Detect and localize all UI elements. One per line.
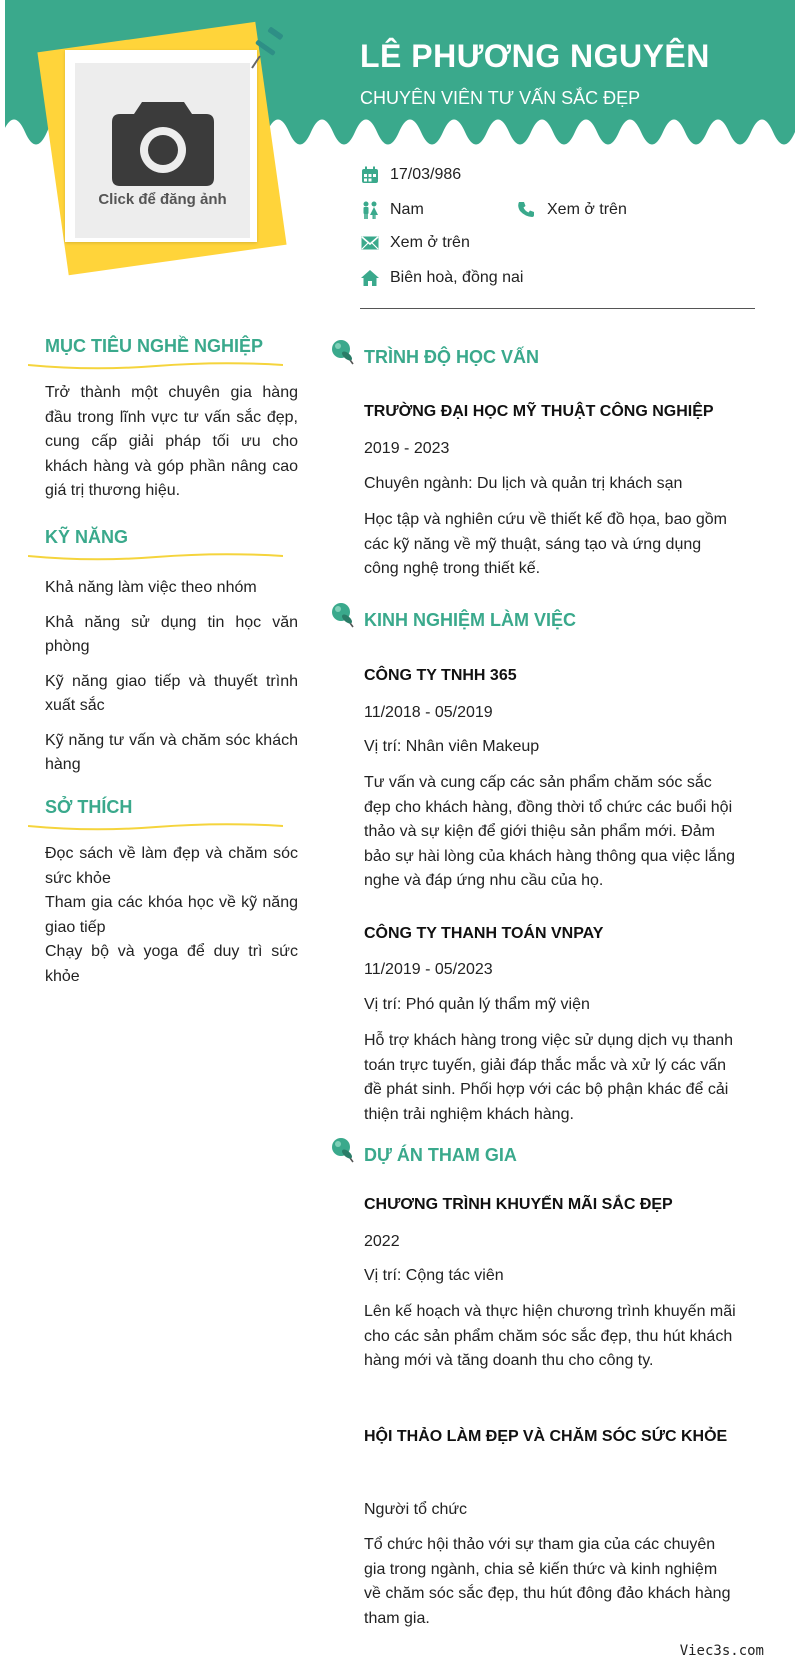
address-value: Biên hoà, đồng nai — [390, 269, 524, 286]
education-description: Học tập và nghiên cứu về thiết kế đồ họa, bao gồm các kỹ năng về mỹ thuật, sáng tạo và ứng dụng công nghệ trong thiết kế. — [364, 511, 727, 577]
photo-frame — [65, 50, 257, 242]
email-value: Xem ở trên — [390, 234, 470, 251]
contact-divider — [360, 308, 755, 309]
pushpin-icon — [248, 24, 288, 70]
job-period: 11/2019 - 05/2023 — [364, 961, 493, 978]
calendar-icon — [361, 166, 379, 184]
phone-value: Xem ở trên — [547, 201, 627, 218]
birthday-value: 17/03/986 — [390, 166, 462, 183]
list-item: Chạy bộ và yoga để duy trì sức khỏe — [45, 943, 298, 985]
list-item: Đọc sách về làm đẹp và chăm sóc sức khỏe — [45, 845, 298, 887]
contact-address — [360, 268, 523, 288]
job-description: Tư vấn và cung cấp các sản phẩm chăm sóc sắc đẹp cho khách hàng, đồng thời tổ chức các buổi hội thảo và sự kiện để giới thiệu sản phẩm mới. Đảm bảo sự hài lòng của khách hàng thông qua việc lắng nghe và đáp ứng nhu cầu của họ. — [364, 774, 735, 889]
home-icon — [361, 270, 379, 286]
skills-heading: KỸ NĂNG — [45, 527, 129, 547]
heading-underline — [28, 552, 283, 562]
watermark: Viec3s.com — [679, 1643, 764, 1659]
list-item: Khả năng sử dụng tin học văn phòng — [45, 613, 298, 655]
heading-underline — [28, 822, 283, 832]
education-period: 2019 - 2023 — [364, 440, 450, 457]
job-period: 11/2018 - 05/2019 — [364, 704, 493, 721]
list-item: Kỹ năng giao tiếp và thuyết trình xuất sắc — [45, 672, 298, 714]
education-major: Chuyên ngành: Du lịch và quản trị khách sạn — [364, 475, 683, 492]
contact-email — [360, 233, 470, 253]
contact-birthday — [360, 165, 461, 185]
candidate-name: LÊ PHƯƠNG NGUYÊN — [360, 38, 710, 74]
project-name: HỘI THẢO LÀM ĐẸP VÀ CHĂM SÓC SỨC KHỎE — [364, 1428, 728, 1445]
project-name: CHƯƠNG TRÌNH KHUYẾN MÃI SẮC ĐẸP — [364, 1196, 673, 1213]
camera-icon — [112, 98, 214, 188]
contact-gender — [360, 200, 424, 220]
project-description: Tổ chức hội thảo với sự tham gia của các chuyên gia trong ngành, chia sẻ kiến thức và kinh nghiệm về chăm sóc sắc đẹp, thu hút đông đảo khách hàng tham gia. — [364, 1536, 731, 1627]
project-year: 2022 — [364, 1233, 400, 1250]
job-company: CÔNG TY THANH TOÁN VNPAY — [364, 925, 604, 942]
list-item: Kỹ năng tư vấn và chăm sóc khách hàng — [45, 731, 298, 773]
job-company: CÔNG TY TNHH 365 — [364, 667, 517, 684]
objective-heading: MỤC TIÊU NGHỀ NGHIỆP — [45, 336, 264, 356]
phone-icon — [518, 201, 536, 219]
project-role: Người tổ chức — [364, 1501, 468, 1518]
project-description: Lên kế hoạch và thực hiện chương trình khuyến mãi cho các sản phẩm chăm sóc sắc đẹp, thu hút khách hàng mới và tăng doanh thu cho công ty. — [364, 1303, 736, 1369]
experience-heading: KINH NGHIỆM LÀM VIỆC — [364, 610, 577, 630]
pushpin-icon — [330, 601, 356, 629]
education-heading: TRÌNH ĐỘ HỌC VẤN — [364, 347, 539, 367]
hobbies-list — [45, 842, 298, 989]
list-item: Tham gia các khóa học về kỹ năng giao tiếp — [45, 894, 298, 936]
job-position: Vị trí: Nhân viên Makeup — [364, 738, 540, 755]
heading-underline — [28, 361, 283, 371]
pushpin-icon — [330, 338, 356, 366]
job-title: CHUYÊN VIÊN TƯ VẤN SẮC ĐẸP — [360, 88, 641, 108]
envelope-icon — [361, 236, 379, 250]
photo-caption: Click để đăng ảnh — [98, 191, 227, 208]
gender-value: Nam — [390, 201, 424, 218]
list-item: Khả năng làm việc theo nhóm — [45, 579, 257, 596]
gender-icon — [361, 201, 379, 219]
job-description: Hỗ trợ khách hàng trong việc sử dụng dịch vụ thanh toán trực tuyến, giải đáp thắc mắc và xử lý các vấn đề phát sinh. Phối hợp với các bộ phận khác để cải thiện trải nghiệm khách hàng. — [364, 1032, 733, 1123]
hobbies-heading: SỞ THÍCH — [45, 797, 133, 817]
job-position: Vị trí: Phó quản lý thẩm mỹ viện — [364, 996, 590, 1013]
education-school: TRƯỜNG ĐẠI HỌC MỸ THUẬT CÔNG NGHIỆP — [364, 403, 714, 420]
projects-heading: DỰ ÁN THAM GIA — [364, 1145, 517, 1165]
contact-phone — [517, 200, 627, 220]
objective-text: Trở thành một chuyên gia hàng đầu trong lĩnh vực tư vấn sắc đẹp, cung cấp giải pháp tối ưu cho khách hàng và góp phần nâng cao giá trị thương hiệu. — [45, 384, 298, 499]
photo-upload[interactable] — [75, 63, 250, 238]
pushpin-icon — [330, 1136, 356, 1164]
project-role: Vị trí: Cộng tác viên — [364, 1267, 504, 1284]
skills-list — [45, 576, 298, 788]
